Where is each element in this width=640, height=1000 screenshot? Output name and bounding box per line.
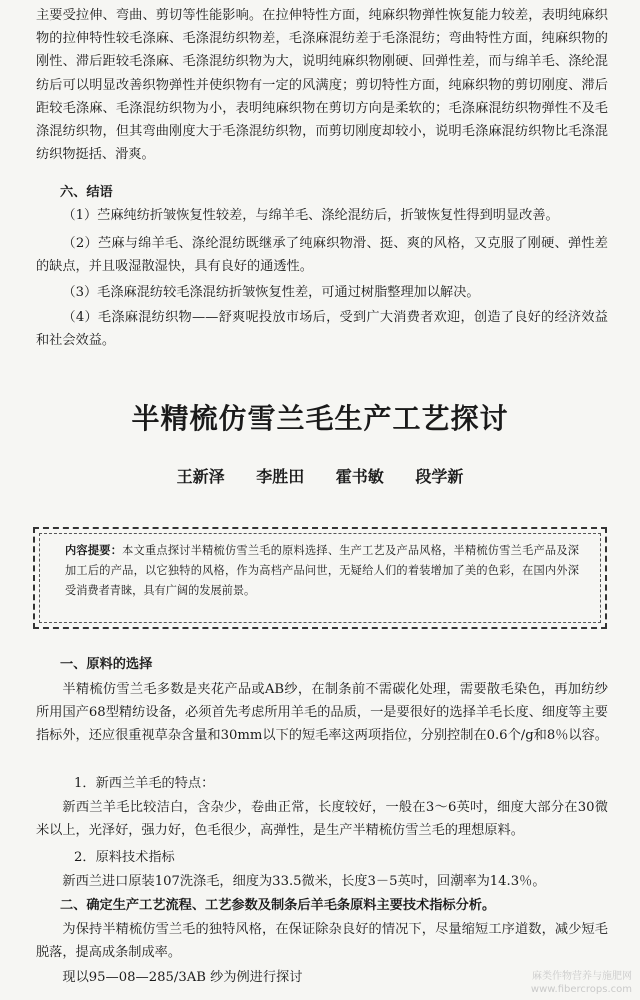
conclusion-item-2: （2）苎麻与绵羊毛、涤纶混纺既继承了纯麻织物滑、挺、爽的风格，又克服了刚硬、弹性差的缺点，并且吸湿散湿快，具有良好的通透性。 <box>36 236 608 275</box>
sub2-text: 新西兰进口原装107洗涤毛，细度为33.5微米，长度3－5英吋，回潮率为14.3％。 <box>62 874 546 889</box>
site-watermark <box>531 970 632 996</box>
abstract-label: 内容提要： <box>65 544 123 557</box>
top-paragraph: 主要受拉伸、弯曲、剪切等性能影响。在拉伸特性方面，纯麻织物弹性恢复能力较差，表明纯麻织物的拉伸特性较毛涤麻、毛涤混纺织物差，毛涤麻混纺差于毛涤混纺；弯曲特性方面，纯麻织物的刚性、滞后距较毛涤麻、毛涤混纺织物为大，说明纯麻织物刚硬、回弹性差，而与绵羊毛、涤纶混纺后可以明显改善织物弹性并使织物有一定的风满度；剪切特性方面，纯麻织物的剪切刚度、滞后距较毛涤麻、毛涤混纺织物为小，表明纯麻织物在剪切方向是柔软的；毛涤麻混纺织物弹性不及毛涤混纺织物，但其弯曲刚度大于毛涤混纺织物，而剪切刚度却较小，说明毛涤麻混纺织物比毛涤混纺织物挺括、滑爽。 <box>36 8 608 163</box>
sub2-heading: 2．原料技术指标 <box>74 850 175 865</box>
conclusion-heading: 六、结语 <box>60 185 113 200</box>
conclusion-item-3: （3）毛涤麻混纺较毛涤混纺折皱恢复性差，可通过树脂整理加以解决。 <box>62 285 480 300</box>
section1-paragraph: 半精梳仿雪兰毛多数是夹花产品或AB纱，在制条前不需碳化处理，需要散毛染色，再加纺纱所用国产68型精纺设备，必须首先考虑所用羊毛的品质，一是要很好的选择羊毛长度、细度等主要指标外，还应很重视草杂含量和30mm以下的短毛率这两项指位，分别控制在0.6个/g和8％以容。 <box>36 682 608 744</box>
abstract-text <box>65 541 579 601</box>
sub1-heading: 1．新西兰羊毛的特点： <box>74 776 215 791</box>
conclusion-item-4: （4）毛涤麻混纺织物——舒爽呢投放市场后，受到广大消费者欢迎，创造了良好的经济效益和社会效益。 <box>36 310 608 349</box>
article-title: 半精梳仿雪兰毛生产工艺探讨 <box>131 402 509 435</box>
conclusion-item-1: （1）苎麻纯纺折皱恢复性较差，与绵羊毛、涤纶混纺后，折皱恢复性得到明显改善。 <box>62 208 559 223</box>
section1-heading: 一、原料的选择 <box>60 657 153 672</box>
abstract-body: 本文重点探讨半精梳仿雪兰毛的原料选择、生产工艺及产品风格，半精梳仿雪兰毛产品及深加工后的产品，以它独特的风格，作为高档产品问世，无疑给人们的着装增加了美的色彩，在国内外深受消费者青睐，具有广阔的发展前景。 <box>65 544 579 597</box>
watermark-line-1: 麻类作物营养与施肥网 <box>532 971 632 982</box>
watermark-line-2: www.fibercrops.com <box>530 984 632 995</box>
section2-paragraph-2: 现以95—08—285/3AB 纱为例进行探讨 <box>62 970 303 985</box>
section2-heading: 二、确定生产工艺流程、工艺参数及制条后羊毛条原料主要技术指标分析。 <box>60 898 496 913</box>
abstract-box <box>33 527 607 629</box>
section2-paragraph: 为保持半精梳仿雪兰毛的独特风格，在保证除杂良好的情况下，尽量缩短工序道数，减少短毛脱落，提高成条制成率。 <box>36 922 608 961</box>
sub1-text: 新西兰羊毛比较洁白，含杂少，卷曲正常，长度较好，一般在3～6英吋，细度大部分在30微米以上，光泽好，强力好，色毛很少，高弹性，是生产半精梳仿雪兰毛的理想原料。 <box>36 800 608 839</box>
article-authors: 王新泽 李胜田 霍书敏 段学新 <box>176 467 464 486</box>
